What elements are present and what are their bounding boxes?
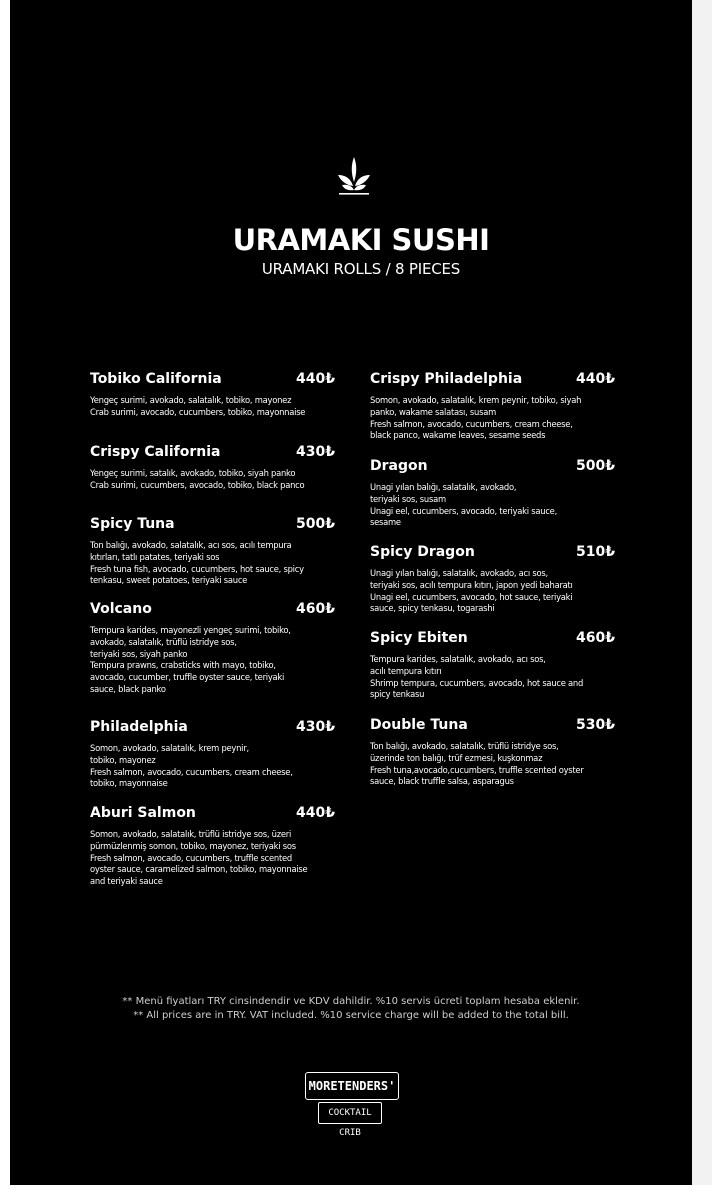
scrollbar-track[interactable] (692, 0, 712, 1200)
item-name: Volcano (90, 601, 152, 617)
item-description: Ton balığı, avokado, salatalık, trüflü istridye sos, üzerinde ton balığı, trüf ezmesi, kuşkonmaz Fresh tuna,avocado,cucumbers, truffle scented oyster sauce, black truffle salsa, asparagus (370, 741, 584, 787)
menu-item (370, 371, 615, 442)
item-description: Somon, avokado, salatalık, krem peynir, tobiko, mayonez Fresh salmon, avocado, cucumbers, cream cheese, tobiko, mayonnaise (90, 743, 293, 789)
item-price: 460₺ (296, 601, 335, 617)
item-description: Unagi yılan balığı, salatalık, avokado, teriyaki sos, susam Unagi eel, cucumbers, avocado, teriyaki sauce, sesame (370, 482, 557, 528)
item-price: 500₺ (576, 458, 615, 474)
brand-tagline: COCKTAIL CRIB (318, 1102, 382, 1124)
brand-logo (305, 1072, 401, 1138)
item-description: Somon, avokado, salatalık, krem peynir, tobiko, siyah panko, wakame salatası, susam Fresh salmon, avocado, cucumbers, cream cheese, black panco, wakame leaves, sesame seeds (370, 395, 582, 441)
menu-item (90, 601, 335, 696)
item-price: 530₺ (576, 717, 615, 733)
item-price: 440₺ (296, 371, 335, 387)
item-name: Spicy Tuna (90, 516, 175, 532)
item-name: Double Tuna (370, 717, 468, 733)
price-note-turkish: ** Menü fiyatları TRY cinsindendir ve KDV dahildir. %10 servis ücreti toplam hesaba eklenir. (122, 996, 580, 1007)
item-description: Somon, avokado, salatalık, trüflü istridye sos, üzeri pürmüzlenmiş somon, tobiko, mayonez, teriyaki sos Fresh salmon, avocado, cucumbers, truffle scented oyster sauce, caramelized salmon, tobiko, mayonnaise and teriyaki sauce (90, 829, 308, 887)
item-description: Ton balığı, avokado, salatalık, acı sos, acılı tempura kıtırları, tatlı patates, teriyaki sos Fresh tuna fish, avocado, cucumbers, hot sauce, spicy tenkasu, sweet potatoes, teriyaki sauce (90, 540, 304, 586)
item-name: Dragon (370, 458, 428, 474)
menu-item (90, 719, 335, 790)
item-description: Unagi yılan balığı, salatalık, avokado, acı sos, teriyaki sos, acılı tempura kıtırı, japon yedi baharatı Unagi eel, cucumbers, avocado, hot sauce, teriyaki sauce, spicy tenkasu, togarashi (370, 568, 573, 614)
menu-item (90, 516, 335, 587)
item-description: Tempura karides, salatalık, avokado, acı sos, acılı tempura kıtırı Shrimp tempura, cucumbers, avocado, hot sauce and spicy tenkasu (370, 654, 584, 700)
item-price: 430₺ (296, 444, 335, 460)
price-note-english: ** All prices are in TRY. VAT included. %10 service charge will be added to the total bill. (133, 1010, 569, 1021)
item-name: Crispy Philadelphia (370, 371, 523, 387)
item-description: Yengeç surimi, avokado, salatalık, tobiko, mayonez Crab surimi, avocado, cucumbers, tobiko, mayonnaise (90, 395, 306, 417)
menu-item (370, 717, 615, 788)
item-description: Tempura karides, mayonezli yengeç surimi, tobiko, avokado, salatalık, trüflü istridye sos, teriyaki sos, siyah panko Tempura prawns, crabsticks with mayo, tobiko, avocado, cucumber, truffle oyster sauce, teriyaki sauce, black panko (90, 625, 291, 694)
item-description: Yengeç surimi, satalık, avokado, tobiko, siyah panko Crab surimi, cucumbers, avocado, tobiko, black panco (90, 468, 305, 490)
item-price: 430₺ (296, 719, 335, 735)
item-name: Philadelphia (90, 719, 188, 735)
menu-page (10, 0, 692, 1185)
page-subtitle: URAMAKI ROLLS / 8 PIECES (261, 260, 461, 278)
menu-item (370, 544, 615, 615)
page-margin (0, 1185, 712, 1200)
item-price: 440₺ (576, 371, 615, 387)
item-price: 510₺ (576, 544, 615, 560)
item-price: 460₺ (576, 630, 615, 646)
menu-item (90, 444, 335, 492)
leaf-plant-icon (336, 155, 372, 197)
item-name: Crispy California (90, 444, 221, 460)
item-price: 500₺ (296, 516, 335, 532)
menu-item (370, 458, 615, 529)
item-price: 440₺ (296, 805, 335, 821)
item-name: Tobiko California (90, 371, 222, 387)
menu-item (370, 630, 615, 701)
brand-name: MORETENDERS' (305, 1072, 399, 1100)
menu-item (90, 805, 335, 888)
item-name: Spicy Ebiten (370, 630, 468, 646)
menu-item (90, 371, 335, 419)
item-name: Spicy Dragon (370, 544, 475, 560)
page-title: URAMAKI SUSHI (232, 223, 490, 257)
item-name: Aburi Salmon (90, 805, 196, 821)
